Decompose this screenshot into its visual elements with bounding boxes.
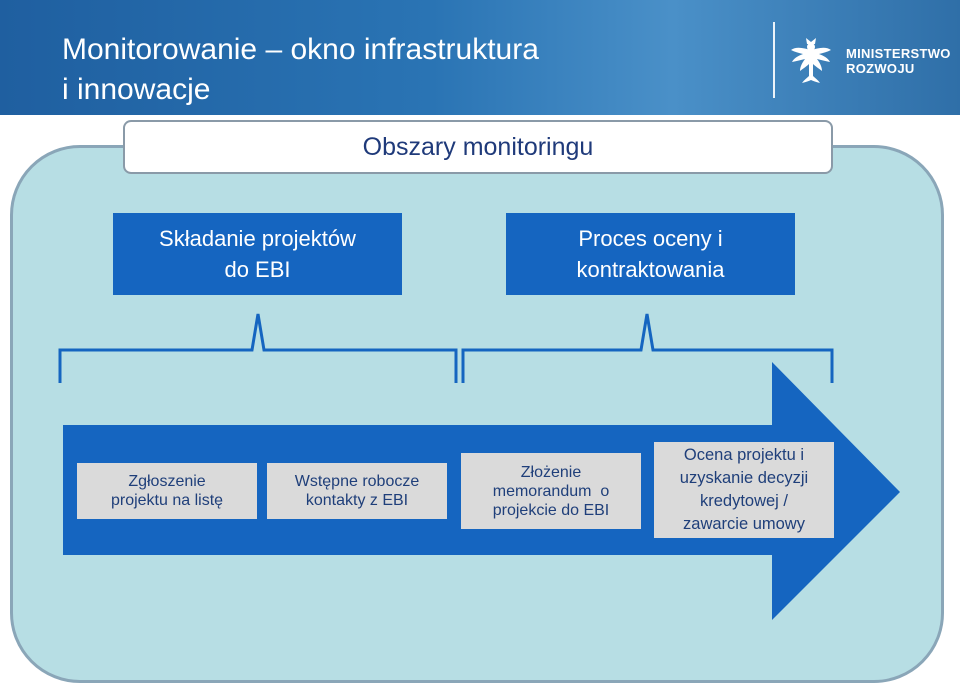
step-box-4 bbox=[654, 442, 834, 538]
logo-line-2: ROZWOJU bbox=[846, 61, 915, 76]
logo-line-1: MINISTERSTWO bbox=[846, 46, 951, 61]
step-1-line-1: Zgłoszenie bbox=[128, 473, 206, 490]
step-2-line-1: Wstępne robocze bbox=[294, 473, 420, 490]
phase-1-line-2: do EBI bbox=[224, 257, 291, 282]
step-box-2 bbox=[267, 463, 447, 519]
step-3-line-3: projekcie do EBI bbox=[492, 501, 610, 519]
step-4-line-2: uzyskanie decyzji bbox=[679, 469, 809, 487]
title-line-1: Monitorowanie – okno infrastruktura bbox=[62, 33, 539, 66]
step-2-line-2: kontakty z EBI bbox=[305, 492, 409, 509]
step-box-1 bbox=[77, 463, 257, 519]
step-4-line-3: kredytowej / bbox=[699, 492, 789, 510]
phase-1-line-1: Składanie projektów bbox=[159, 226, 356, 251]
phase-2-line-2: kontraktowania bbox=[576, 257, 725, 282]
phase-2-line-1: Proces oceny i bbox=[578, 226, 723, 251]
section-title: Obszary monitoringu bbox=[362, 132, 594, 161]
step-box-3 bbox=[461, 453, 641, 529]
step-3-line-1: Złożenie bbox=[520, 463, 582, 481]
step-4-line-4: zawarcie umowy bbox=[683, 515, 805, 533]
step-3-line-2: memorandum o bbox=[492, 482, 610, 500]
brace-left bbox=[60, 314, 456, 383]
step-4-line-1: Ocena projektu i bbox=[683, 446, 805, 464]
title-line-2: i innowacje bbox=[62, 73, 211, 106]
step-1-line-2: projektu na listę bbox=[110, 492, 224, 509]
